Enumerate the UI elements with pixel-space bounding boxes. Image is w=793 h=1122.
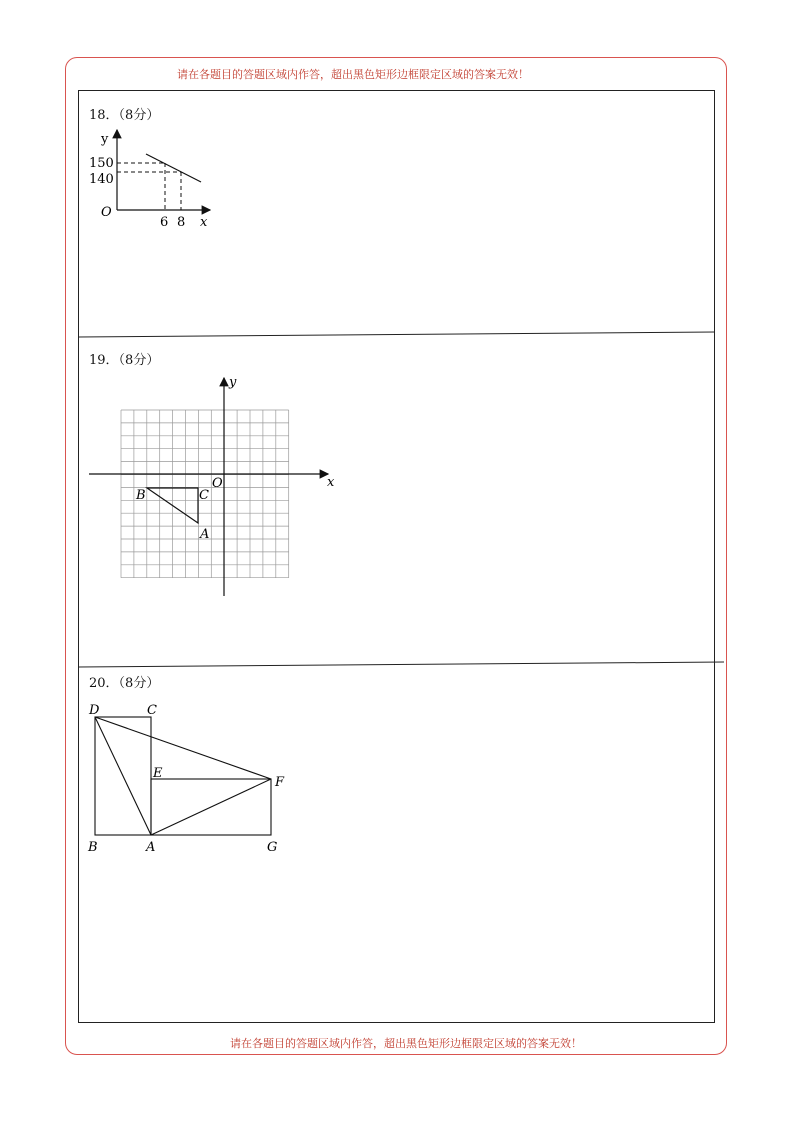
- q18-x-label: x: [200, 215, 208, 230]
- q19-point-c: C: [199, 488, 209, 503]
- q18-tick-8: 8: [177, 215, 186, 230]
- q18-tick-140: 140: [89, 172, 114, 187]
- q20-point-a: A: [146, 840, 156, 855]
- question-20-label: 20．（8分）: [89, 676, 160, 691]
- q18-tick-150: 150: [89, 156, 114, 171]
- q18-y-label: y: [101, 132, 109, 147]
- q20-point-d: D: [89, 703, 100, 718]
- q20-point-e: E: [153, 766, 163, 781]
- q20-segment-da: [95, 717, 151, 835]
- q20-segment-df: [95, 717, 271, 779]
- section-divider-1: [78, 332, 715, 337]
- section-divider-2: [78, 662, 724, 667]
- question-19-label: 19．（8分）: [89, 353, 160, 368]
- q18-origin-label: O: [101, 205, 112, 220]
- q20-point-g: G: [267, 840, 278, 855]
- q19-x-label: x: [327, 475, 335, 490]
- q18-tick-6: 6: [160, 215, 169, 230]
- q19-point-a: A: [200, 527, 210, 542]
- q19-y-label: y: [229, 375, 237, 390]
- question-18-label: 18．（8分）: [89, 108, 160, 123]
- q19-graph: [89, 375, 335, 596]
- q18-line-segment: [146, 154, 201, 182]
- q19-point-b: B: [136, 488, 146, 503]
- q20-segment-af: [151, 779, 271, 835]
- q19-origin-label: O: [212, 476, 223, 491]
- q20-figure: [95, 717, 271, 835]
- q20-point-b: B: [88, 840, 98, 855]
- q18-graph: [89, 130, 210, 230]
- footer-warning: 请在各题目的答题区域内作答，超出黑色矩形边框限定区域的答案无效！: [230, 1037, 582, 1050]
- q20-point-c: C: [147, 703, 157, 718]
- q20-point-f: F: [275, 775, 285, 790]
- header-warning: 请在各题目的答题区域内作答，超出黑色矩形边框限定区域的答案无效！: [177, 68, 529, 81]
